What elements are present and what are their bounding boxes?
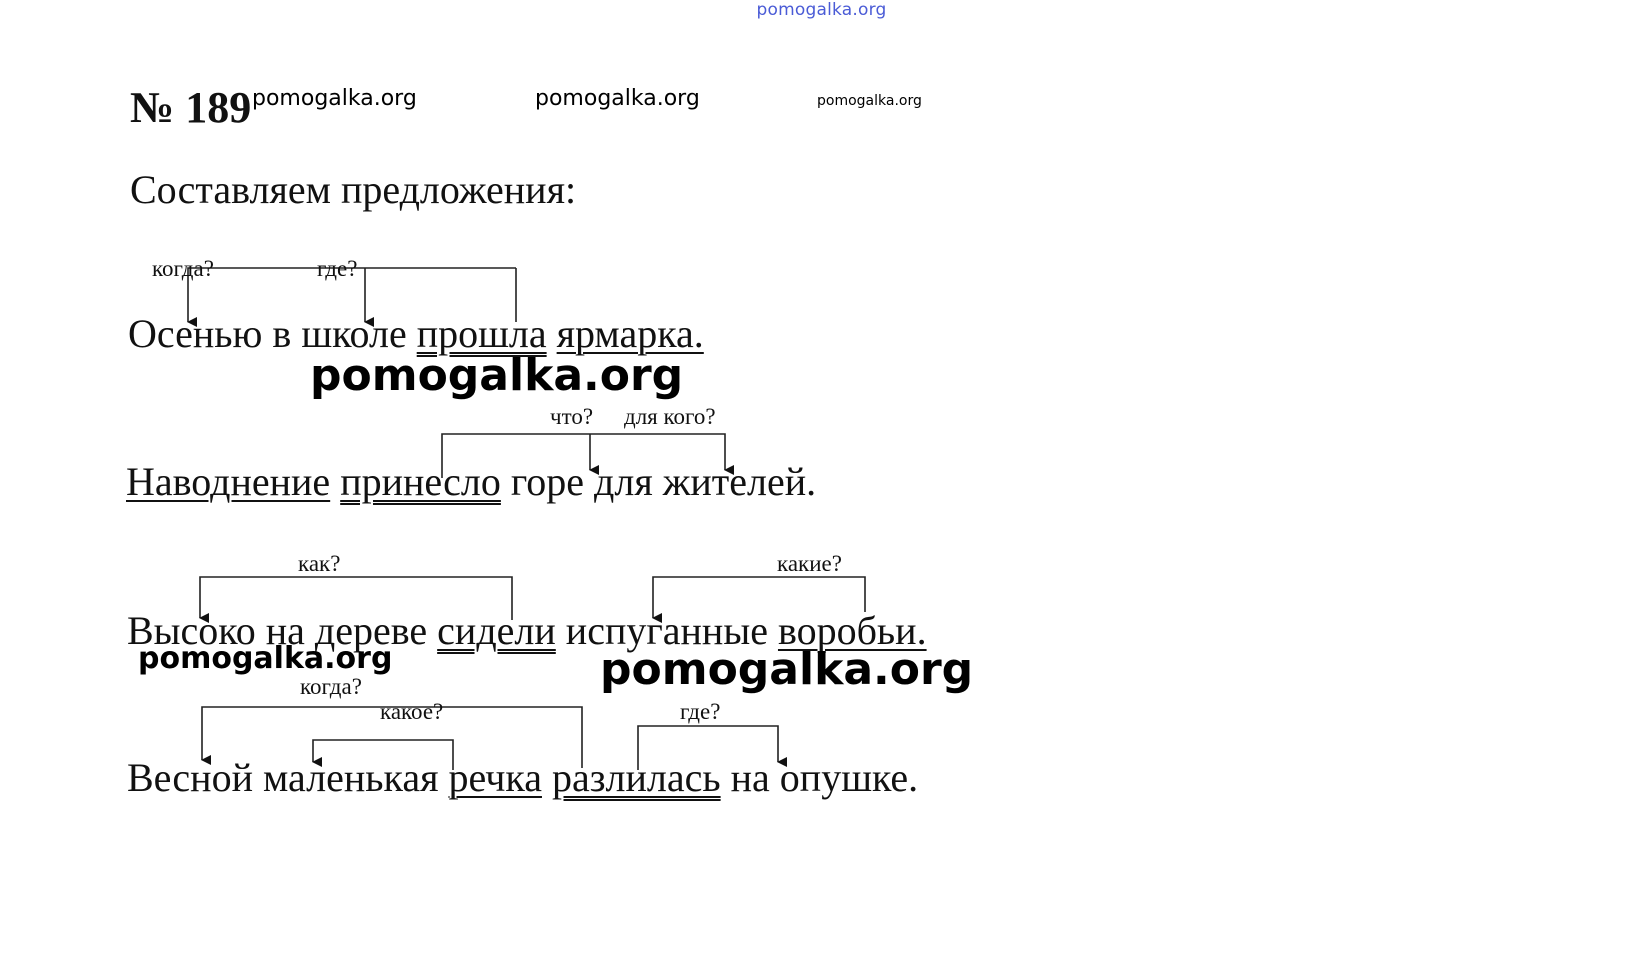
exercise-number: № 189 <box>130 83 252 132</box>
s2-predicate: принесло <box>340 459 501 504</box>
s2-question-for-whom: для кого? <box>624 404 716 429</box>
s3-adverbial-how: Высоко <box>127 608 256 653</box>
watermark-header-1: pomogalka.org <box>252 86 417 111</box>
watermark-mid-3: pomogalka.org <box>600 644 974 695</box>
s4-predicate: разлилась <box>551 755 721 800</box>
s2-subject: Наводнение <box>126 459 331 504</box>
s1-adverbial-where: школе <box>301 311 407 356</box>
s1-preposition: в <box>272 311 292 356</box>
s1-question-when: когда? <box>152 256 214 281</box>
sentence-4 <box>127 754 918 801</box>
s3-question-which: какие? <box>777 551 842 576</box>
s4-attribute: маленькая <box>263 755 439 800</box>
s2-object-for-whom: жителей. <box>662 459 817 504</box>
s1-question-where: где? <box>317 256 358 281</box>
watermark-mid-2: pomogalka.org <box>138 641 393 676</box>
s3-adverbial-where: дереве <box>314 608 428 653</box>
s4-adverbial-where: опушке. <box>779 755 919 800</box>
s3-preposition: на <box>265 608 305 653</box>
s4-preposition: на <box>730 755 770 800</box>
s1-predicate: прошла <box>416 311 547 356</box>
s4-question-when: когда? <box>300 674 362 699</box>
watermark-header-2: pomogalka.org <box>535 86 700 111</box>
s1-subject: ярмарка. <box>556 311 704 356</box>
s4-adverbial-when: Весной <box>127 755 253 800</box>
s4-subject: речка <box>448 755 542 800</box>
sentence-2 <box>126 458 816 505</box>
s3-subject: воробьи. <box>777 608 927 653</box>
s4-question-which: какое? <box>380 699 444 724</box>
watermark-header-3: pomogalka.org <box>817 93 922 109</box>
s3-attribute: испуганные <box>565 608 768 653</box>
watermark-mid-1: pomogalka.org <box>310 350 684 401</box>
s1-adverbial-when: Осенью <box>128 311 263 356</box>
s2-question-what: что? <box>550 404 594 429</box>
s2-preposition: для <box>594 459 653 504</box>
s4-question-where: где? <box>680 699 721 724</box>
s3-question-how: как? <box>298 551 341 576</box>
task-heading: Составляем предложения: <box>130 167 577 212</box>
s2-object: горе <box>510 459 585 504</box>
watermark-top: pomogalka.org <box>756 0 887 20</box>
s3-predicate: сидели <box>437 608 556 653</box>
